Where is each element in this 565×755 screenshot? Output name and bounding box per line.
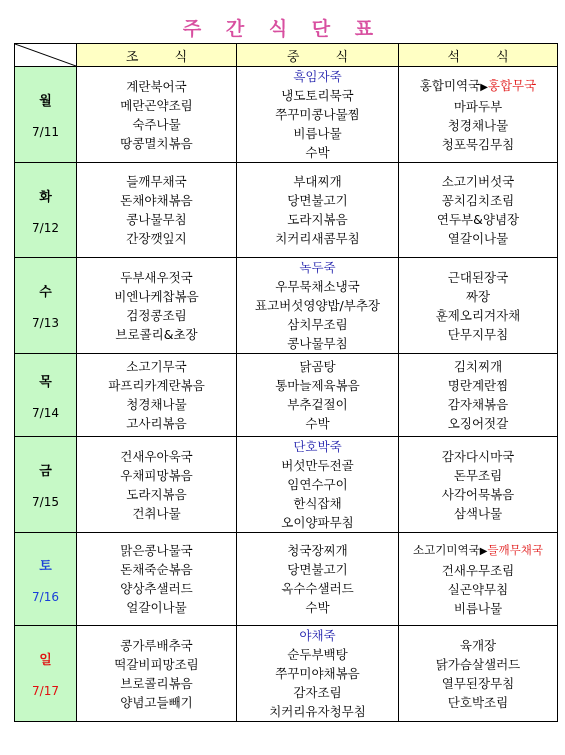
page-title: 주 간 식 단 표: [182, 18, 383, 40]
menu-item: 돈무조림: [453, 467, 503, 483]
day-cell: [15, 533, 77, 626]
menu-item: 콩가루배추국: [120, 637, 193, 653]
day-date: 7/12: [32, 220, 59, 235]
menu-item: 옥수수샐러드: [281, 581, 354, 596]
day-cell: [15, 67, 77, 163]
day-cell: [15, 163, 77, 258]
day-row-fri: [15, 437, 558, 533]
day-date: 7/13: [32, 316, 59, 330]
dinner-cell: [399, 626, 558, 722]
menu-item: 우채피망볶음: [120, 467, 193, 483]
menu-item: 당면불고기: [287, 562, 348, 577]
menu-item: 고사리볶음: [126, 416, 187, 431]
day-cell: [15, 626, 77, 722]
day-name: 화: [39, 189, 52, 205]
header-row: [15, 44, 558, 67]
menu-item: 치커리새콤무침: [275, 231, 360, 246]
menu-item: 청경채나물: [126, 397, 187, 412]
menu-item: 도라지볶음: [126, 486, 187, 502]
dinner-cell: [399, 533, 558, 626]
replacement-item: 들깨무채국: [487, 542, 543, 557]
porridge-item: 녹두죽: [299, 260, 336, 275]
menu-item: 김치찌개: [453, 359, 503, 374]
menu-change-item: [399, 76, 557, 97]
menu-item: 감자조림: [293, 685, 342, 700]
menu-item: 삼색나물: [453, 505, 503, 521]
menu-item: 꽁치김치조림: [441, 193, 515, 208]
menu-item: 명란계란찜: [447, 378, 509, 393]
menu-item: 수박: [305, 416, 330, 431]
menu-item: 건취나물: [132, 505, 181, 521]
day-cell: [15, 437, 77, 533]
day-row-sat: [15, 533, 558, 626]
dinner-cell: [399, 354, 558, 437]
menu-item: 건새우무조림: [441, 562, 515, 578]
menu-item: 육개장: [459, 637, 497, 653]
menu-item: 도라지볶음: [287, 212, 348, 227]
day-date: 7/17: [32, 684, 59, 698]
arrow-right-icon: ▶: [479, 545, 488, 557]
replacement-item: 홍합무국: [487, 77, 537, 93]
menu-item: 돈채야채볶음: [120, 193, 193, 208]
menu-item: 쭈꾸미콩나물찜: [275, 107, 360, 122]
menu-item: 숙주나물: [132, 116, 181, 132]
menu-item: 표고버섯영양밥/부추장: [255, 298, 380, 313]
breakfast-cell: [77, 626, 237, 722]
menu-item: 단무지무침: [447, 326, 509, 342]
menu-item: 콩나물무침: [126, 212, 187, 227]
day-row-sun: [15, 626, 558, 722]
menu-item: 들깨무채국: [126, 174, 187, 189]
menu-item: 감자채볶음: [447, 397, 509, 412]
day-row-wed: [15, 258, 558, 354]
menu-item: 삼치무조림: [287, 317, 348, 332]
menu-item: 청경채나물: [447, 117, 509, 133]
menu-item: 브로콜리&초장: [115, 326, 198, 342]
menu-item: 양상추샐러드: [120, 581, 193, 596]
porridge-item: 흑임자죽: [293, 69, 342, 84]
breakfast-cell: [77, 533, 237, 626]
menu-item: 근대된장국: [447, 269, 509, 285]
menu-item: 실곤약무침: [447, 581, 509, 597]
dinner-header: 석 식: [399, 44, 558, 67]
menu-item: 떡갈비피망조림: [114, 656, 199, 672]
breakfast-cell: [77, 354, 237, 437]
menu-change-item: [399, 541, 557, 561]
dinner-cell: [399, 437, 558, 533]
day-name: 월: [39, 94, 52, 109]
menu-item: 소고기버섯국: [441, 174, 515, 189]
day-name: 금: [39, 464, 52, 479]
day-date: 7/14: [32, 405, 59, 420]
dinner-cell: [399, 258, 558, 354]
menu-item: 쭈꾸미야채볶음: [275, 666, 360, 681]
menu-item: 단호박조림: [447, 694, 509, 710]
menu-item: 메란곤약조림: [120, 97, 193, 113]
lunch-header: 중 식: [237, 44, 399, 67]
day-cell: [15, 258, 77, 354]
menu-item: 검정콩조림: [126, 307, 187, 323]
menu-item: 땅콩멸치볶음: [120, 135, 193, 151]
menu-item: 콩나물무침: [287, 336, 348, 351]
menu-item: 건새우아욱국: [120, 448, 193, 464]
lunch-cell: [237, 533, 399, 626]
day-date: 7/16: [32, 589, 59, 604]
menu-item: 양념고들빼기: [120, 694, 193, 710]
menu-item: 사각어묵볶음: [441, 486, 515, 502]
menu-item: 열무된장무침: [441, 675, 515, 691]
day-name: 목: [39, 374, 52, 390]
menu-item: 돈채죽순볶음: [120, 562, 193, 577]
dinner-cell: [399, 163, 558, 258]
menu-item: 통마늘제육볶음: [275, 378, 360, 393]
breakfast-cell: [77, 437, 237, 533]
menu-item: 두부새우젓국: [120, 269, 193, 285]
menu-item: 청포묵김무침: [441, 136, 515, 152]
menu-item: 냉도토리묵국: [281, 88, 354, 103]
breakfast-cell: [77, 258, 237, 354]
day-date: 7/11: [32, 125, 59, 139]
day-name: 수: [39, 285, 52, 300]
menu-item: 훈제오리겨자채: [435, 307, 521, 323]
menu-item: 간장깻잎지: [126, 231, 187, 246]
day-cell: [15, 354, 77, 437]
menu-item: 버섯만두전골: [281, 458, 354, 473]
menu-item: 부추겉절이: [287, 397, 348, 412]
day-name: 토: [39, 558, 52, 574]
corner-cell: [15, 44, 77, 67]
lunch-cell: [237, 437, 399, 533]
menu-item: 소고기무국: [126, 359, 187, 374]
menu-item: 수박: [305, 600, 330, 615]
menu-item: 파프리카계란볶음: [108, 378, 205, 393]
menu-item: 비름나물: [293, 126, 342, 141]
menu-item: 우무묵채소냉국: [275, 279, 360, 294]
menu-item: 부대찌개: [293, 174, 342, 189]
menu-item: 청국장찌개: [287, 543, 348, 558]
menu-item: 수박: [305, 145, 330, 160]
menu-item: 맑은콩나물국: [120, 543, 193, 558]
lunch-cell: [237, 67, 399, 163]
dinner-cell: [399, 67, 558, 163]
lunch-cell: [237, 163, 399, 258]
menu-item: 비엔나케찹볶음: [114, 288, 199, 304]
arrow-right-icon: ▶: [480, 81, 488, 93]
menu-item: 마파두부: [453, 98, 503, 114]
day-name: 일: [39, 653, 52, 668]
menu-item: 열갈이나물: [447, 231, 509, 246]
day-row-mon: [15, 67, 558, 163]
original-item: 홍합미역국: [419, 77, 481, 93]
menu-item: 얼갈이나물: [126, 600, 187, 615]
porridge-item: 야채죽: [299, 628, 336, 643]
breakfast-cell: [77, 67, 237, 163]
lunch-cell: [237, 354, 399, 437]
menu-item: 치커리유자청무침: [269, 704, 366, 719]
menu-item: 연두부&양념장: [436, 212, 520, 227]
breakfast-header: 조 식: [77, 44, 237, 67]
breakfast-cell: [77, 163, 237, 258]
original-item: 소고기미역국: [413, 542, 480, 557]
menu-item: 짜장: [465, 288, 491, 304]
day-row-thu: [15, 354, 558, 437]
diagonal-line: [15, 44, 76, 66]
menu-item: 순두부백탕: [287, 647, 348, 662]
menu-item: 임연수구이: [287, 477, 348, 492]
day-date: 7/15: [32, 495, 59, 509]
weekly-menu-table: [14, 43, 558, 722]
menu-item: 한식잡채: [293, 496, 342, 511]
menu-item: 오이양파무침: [281, 515, 354, 530]
menu-item: 오징어젓갈: [447, 416, 509, 431]
porridge-item: 단호박죽: [293, 439, 342, 454]
menu-item: 브로콜리볶음: [120, 675, 193, 691]
lunch-cell: [237, 626, 399, 722]
menu-item: 당면불고기: [287, 193, 348, 208]
day-row-tue: [15, 163, 558, 258]
menu-item: 감자다시마국: [441, 448, 515, 464]
menu-item: 비름나물: [453, 600, 503, 616]
lunch-cell: [237, 258, 399, 354]
menu-item: 닭가슴살샐러드: [435, 656, 521, 672]
menu-item: 계란북어국: [126, 78, 187, 94]
menu-item: 닭곰탕: [299, 359, 336, 374]
